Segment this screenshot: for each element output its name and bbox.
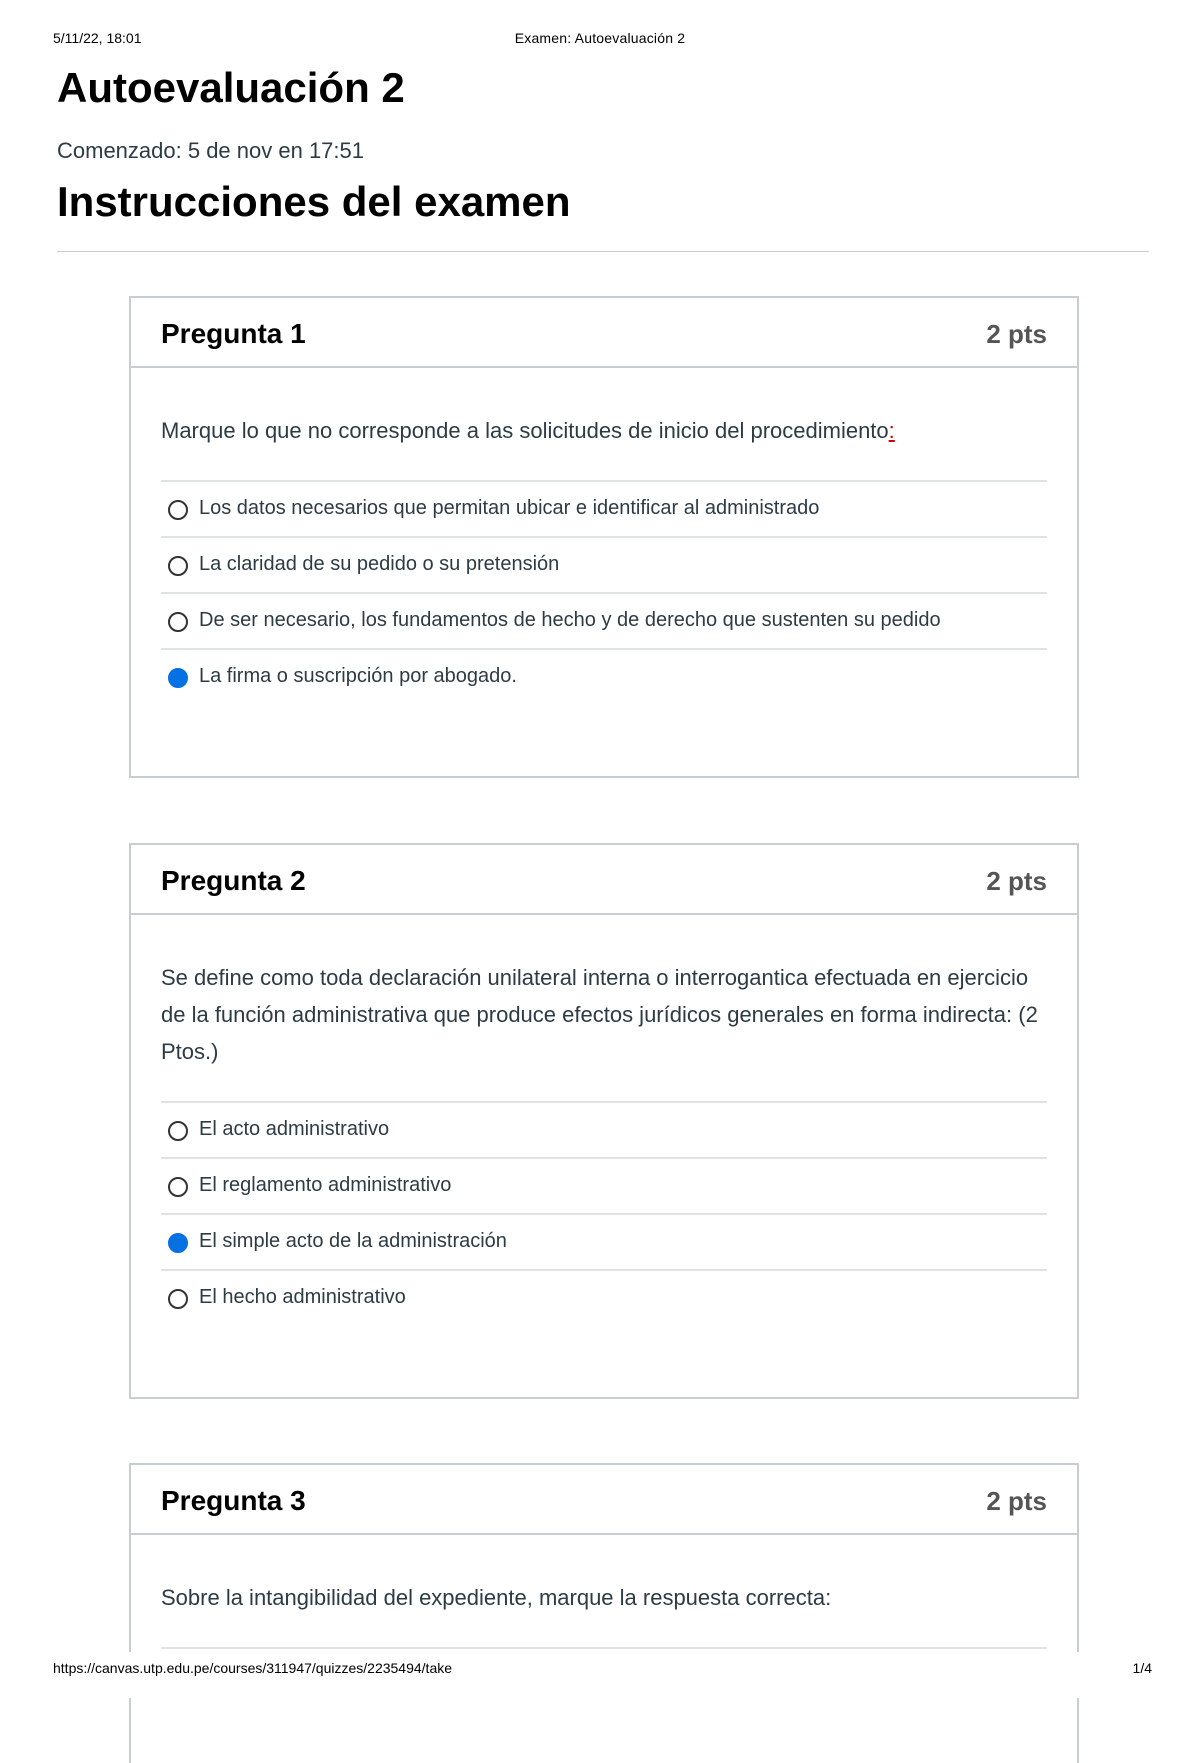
answer-label[interactable]: La claridad de su pedido o su pretensión <box>199 553 560 575</box>
question-text-main: Marque lo que no corresponde a las solicitudes de inicio del procedimiento <box>161 418 889 443</box>
answer-label[interactable]: Los datos necesarios que permitan ubicar e identificar al administrado <box>199 497 820 519</box>
radio-button-selected[interactable] <box>168 668 188 688</box>
answer-label[interactable]: El acto administrativo <box>199 1118 390 1140</box>
answer-option[interactable] <box>161 1159 1047 1215</box>
radio-button[interactable] <box>168 1289 188 1309</box>
question-header <box>131 298 1077 368</box>
radio-button-selected[interactable] <box>168 1233 188 1253</box>
radio-button[interactable] <box>168 500 188 520</box>
started-timestamp: Comenzado: 5 de nov en 17:51 <box>57 138 365 163</box>
print-date: 5/11/22, 18:01 <box>53 30 142 46</box>
question-name: Pregunta 1 <box>161 318 306 349</box>
question-points: 2 pts <box>986 319 1047 349</box>
question-card-3 <box>129 1463 1079 1763</box>
radio-button[interactable] <box>168 1121 188 1141</box>
divider <box>57 251 1149 252</box>
answer-option[interactable] <box>161 1271 1047 1327</box>
question-card-1 <box>129 296 1079 778</box>
question-header <box>131 845 1077 915</box>
print-url: https://canvas.utp.edu.pe/courses/311947/quizzes/2235494/take <box>53 1660 453 1676</box>
answer-option[interactable] <box>161 594 1047 650</box>
question-body <box>131 1535 1077 1649</box>
answer-option[interactable] <box>161 650 1047 706</box>
page-title: Autoevaluación 2 <box>57 64 405 111</box>
answer-label[interactable]: El reglamento administrativo <box>199 1174 452 1196</box>
question-body <box>131 368 1077 706</box>
radio-button[interactable] <box>168 556 188 576</box>
answer-label[interactable]: El hecho administrativo <box>199 1286 406 1308</box>
question-text-suffix: : <box>888 418 895 443</box>
answer-option[interactable] <box>161 1103 1047 1159</box>
radio-button[interactable] <box>168 1177 188 1197</box>
question-name: Pregunta 3 <box>161 1485 306 1516</box>
question-text <box>161 412 1047 449</box>
question-header <box>131 1465 1077 1535</box>
question-name: Pregunta 2 <box>161 865 306 896</box>
instructions-title: Instrucciones del examen <box>57 178 571 225</box>
answer-option[interactable] <box>161 1215 1047 1271</box>
answer-option[interactable] <box>161 538 1047 594</box>
page-number: 1/4 <box>1132 1660 1152 1676</box>
question-points: 2 pts <box>986 1486 1047 1516</box>
radio-button[interactable] <box>168 612 188 632</box>
print-document-title: Examen: Autoevaluación 2 <box>514 30 686 46</box>
question-card-2 <box>129 843 1079 1399</box>
print-header <box>0 30 1200 50</box>
answer-list <box>161 1101 1047 1327</box>
answer-label[interactable]: La firma o suscripción por abogado. <box>199 665 517 687</box>
answer-label[interactable]: De ser necesario, los fundamentos de hecho y de derecho que sustenten su pedido <box>199 609 941 631</box>
question-body <box>131 915 1077 1327</box>
question-text: Sobre la intangibilidad del expediente, marque la respuesta correcta: <box>161 1585 832 1610</box>
answer-list <box>161 480 1047 706</box>
question-text: Se define como toda declaración unilateral interna o interrogantica efectuada en ejercicio de la función administrativa que produce efectos jurídicos generales en forma indirecta: (2 Ptos.) <box>161 965 1038 1064</box>
question-points: 2 pts <box>986 866 1047 896</box>
answer-list <box>161 1647 1047 1649</box>
answer-label[interactable]: El simple acto de la administración <box>199 1230 507 1252</box>
answer-option[interactable] <box>161 482 1047 538</box>
